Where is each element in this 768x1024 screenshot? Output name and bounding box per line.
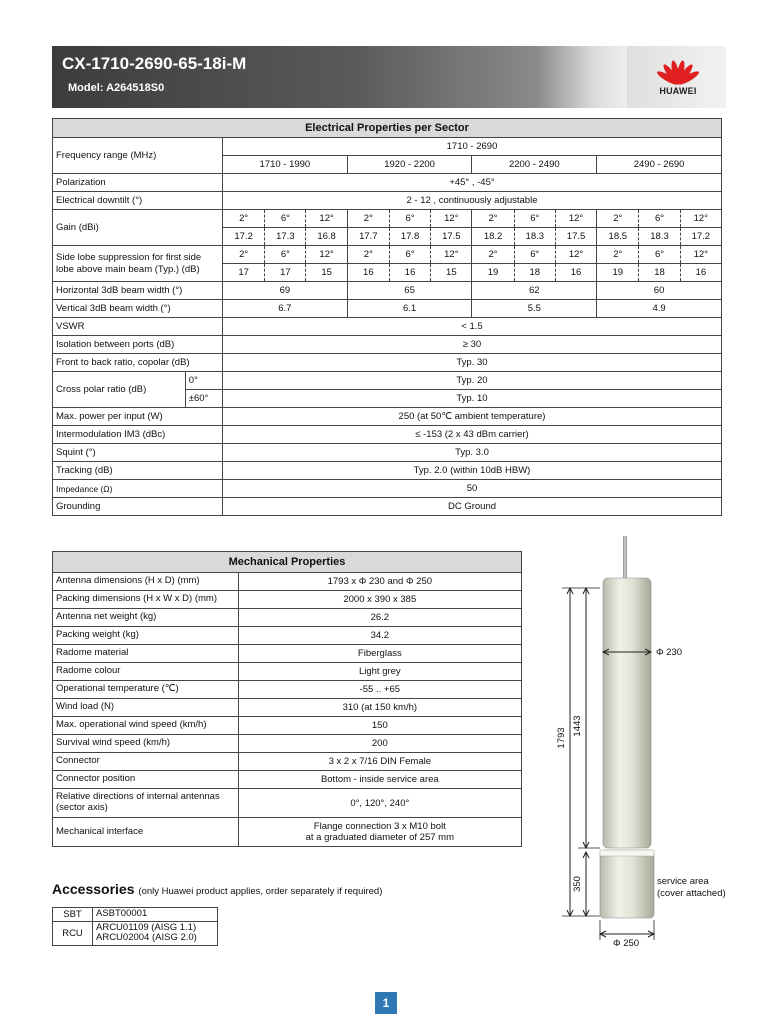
accessories-note: (only Huawei product applies, order separately if required): [138, 886, 383, 897]
mech-value: 2000 x 390 x 385: [238, 591, 521, 609]
hbw-cell: 62: [472, 282, 597, 300]
polarization-value: +45° , -45°: [223, 174, 722, 192]
directions-label-line2: (sector axis): [56, 802, 108, 813]
grounding-label: Grounding: [53, 498, 223, 516]
gain-cell: 18.3: [514, 228, 555, 246]
squint-label: Squint (°): [53, 444, 223, 462]
tilt-cell: 12°: [680, 210, 721, 228]
band-cell: 1920 - 2200: [347, 156, 472, 174]
sidelobe-cell: 18: [639, 264, 680, 282]
hbw-label: Horizontal 3dB beam width (°): [53, 282, 223, 300]
downtilt-label: Electrical downtilt (°): [53, 192, 223, 210]
tilt-cell: 12°: [431, 210, 472, 228]
tilt-cell: 12°: [306, 210, 347, 228]
header-divider: [567, 46, 627, 108]
tilt-cell: 6°: [639, 246, 680, 264]
gain-cell: 18.2: [472, 228, 514, 246]
radome: [603, 578, 651, 848]
gain-cell: 17.5: [555, 228, 596, 246]
brand-name: HUAWEI: [659, 86, 697, 96]
band-cell: 2200 - 2490: [472, 156, 597, 174]
accessory-key: SBT: [53, 908, 93, 922]
antenna-drawing-svg: [540, 532, 750, 962]
band-cell: 1710 - 1990: [223, 156, 348, 174]
tilt-cell: 2°: [597, 210, 639, 228]
sidelobe-cell: 19: [472, 264, 514, 282]
table-row: [53, 573, 522, 591]
vswr-value: < 1.5: [223, 318, 722, 336]
sidelobe-cell: 16: [389, 264, 430, 282]
sidelobe-label-line1: Side lobe suppression for first side: [56, 251, 202, 263]
mech-label: Operational temperature (℃): [53, 681, 239, 699]
polarization-label: Polarization: [53, 174, 223, 192]
service-area: [600, 850, 654, 918]
lightning-rod: [623, 536, 627, 584]
directions-label: [53, 789, 239, 818]
sidelobe-cell: 15: [306, 264, 347, 282]
dia-top-label: Φ 230: [656, 647, 683, 658]
accessory-value: [93, 922, 218, 946]
gain-label: Gain (dBi): [53, 210, 223, 246]
mech-value: 310 (at 150 km/h): [238, 699, 521, 717]
tilt-cell: 12°: [555, 210, 596, 228]
vswr-label: VSWR: [53, 318, 223, 336]
tilt-cell: 2°: [472, 246, 514, 264]
tilt-cell: 2°: [223, 210, 265, 228]
sidelobe-cell: 16: [555, 264, 596, 282]
rcu-line1: ARCU01109 (AISG 1.1): [96, 922, 197, 933]
interface-value-line1: Flange connection 3 x M10 bolt: [313, 820, 446, 832]
tilt-cell: 12°: [555, 246, 596, 264]
electrical-caption: Electrical Properties per Sector: [53, 119, 722, 138]
mech-label: Antenna dimensions (H x D) (mm): [53, 573, 239, 591]
sidelobe-label: [53, 246, 223, 282]
accessories-heading: [52, 881, 382, 897]
tilt-cell: 6°: [514, 210, 555, 228]
table-row: [53, 681, 522, 699]
frequency-label: Frequency range (MHz): [53, 138, 223, 174]
mech-value: 200: [238, 735, 521, 753]
dim-total-label: 1793: [556, 727, 567, 749]
cross-polar-0-label: 0°: [185, 372, 222, 390]
mech-value: 34.2: [238, 627, 521, 645]
tilt-cell: 6°: [639, 210, 680, 228]
mech-label: Antenna net weight (kg): [53, 609, 239, 627]
tilt-cell: 6°: [514, 246, 555, 264]
tracking-value: Typ. 2.0 (within 10dB HBW): [223, 462, 722, 480]
mech-label: Connector position: [53, 771, 239, 789]
mech-value: Bottom - inside service area: [238, 771, 521, 789]
table-row: [53, 645, 522, 663]
tracking-label: Tracking (dB): [53, 462, 223, 480]
im3-value: ≤ -153 (2 x 43 dBm carrier): [223, 426, 722, 444]
page-number-badge: 1: [375, 992, 397, 1014]
mech-label: Wind load (N): [53, 699, 239, 717]
im3-label: Intermodulation IM3 (dBc): [53, 426, 223, 444]
table-row: [53, 753, 522, 771]
mech-value: 1793 x Φ 230 and Φ 250: [238, 573, 521, 591]
service-area-label-2: (cover attached): [657, 888, 726, 899]
sidelobe-cell: 18: [514, 264, 555, 282]
rcu-line2: ARCU02004 (AISG 2.0): [96, 932, 197, 944]
cross-polar-label: Cross polar ratio (dB): [53, 372, 186, 408]
dim-service-label: 350: [572, 876, 583, 892]
tilt-cell: 2°: [597, 246, 639, 264]
table-row: [53, 717, 522, 735]
mech-label: Max. operational wind speed (km/h): [53, 717, 239, 735]
impedance-label: Impedance (Ω): [53, 480, 223, 498]
sidelobe-tilt-row: [53, 246, 722, 264]
squint-value: Typ. 3.0: [223, 444, 722, 462]
vbw-label: Vertical 3dB beam width (°): [53, 300, 223, 318]
sidelobe-cell: 17: [265, 264, 306, 282]
sidelobe-cell: 15: [431, 264, 472, 282]
mech-label: Packing dimensions (H x W x D) (mm): [53, 591, 239, 609]
dia-bottom-label: Φ 250: [613, 938, 640, 949]
huawei-logo: [648, 54, 708, 100]
gain-cell: 17.5: [431, 228, 472, 246]
accessory-value: ASBT00001: [93, 908, 218, 922]
tilt-cell: 12°: [431, 246, 472, 264]
sidelobe-cell: 16: [680, 264, 721, 282]
cross-polar-60-label: ±60°: [185, 390, 222, 408]
tilt-cell: 2°: [472, 210, 514, 228]
front-to-back-label: Front to back ratio, copolar (dB): [53, 354, 223, 372]
cross-polar-60-value: Typ. 10: [223, 390, 722, 408]
hbw-cell: 69: [223, 282, 348, 300]
tilt-cell: 6°: [265, 210, 306, 228]
tilt-cell: 2°: [347, 246, 389, 264]
interface-value-line2: at a graduated diameter of 257 mm: [305, 832, 455, 843]
vbw-cell: 6.7: [223, 300, 348, 318]
sidelobe-cell: 16: [347, 264, 389, 282]
table-row: [53, 591, 522, 609]
vbw-cell: 6.1: [347, 300, 472, 318]
tilt-cell: 6°: [265, 246, 306, 264]
hbw-row: [53, 282, 722, 300]
mech-value: Light grey: [238, 663, 521, 681]
table-row: [53, 818, 522, 847]
table-row: [53, 663, 522, 681]
downtilt-value: 2 - 12 , continuously adjustable: [223, 192, 722, 210]
tilt-cell: 6°: [389, 246, 430, 264]
accessories-table: [52, 907, 218, 946]
huawei-petals-icon: [648, 54, 708, 86]
table-row: [53, 699, 522, 717]
table-row: [53, 609, 522, 627]
sidelobe-cell: 19: [597, 264, 639, 282]
cross-polar-0-value: Typ. 20: [223, 372, 722, 390]
gain-cell: 18.5: [597, 228, 639, 246]
sidelobe-cell: 17: [223, 264, 265, 282]
grounding-value: DC Ground: [223, 498, 722, 516]
table-row: [53, 771, 522, 789]
table-row: [53, 735, 522, 753]
band-cell: 2490 - 2690: [597, 156, 722, 174]
tilt-cell: 2°: [223, 246, 265, 264]
vbw-row: [53, 300, 722, 318]
isolation-label: Isolation between ports (dB): [53, 336, 223, 354]
interface-value: [238, 818, 521, 847]
directions-value: 0°, 120°, 240°: [238, 789, 521, 818]
model-number: Model: A264518S0: [68, 82, 165, 94]
mech-value: 3 x 2 x 7/16 DIN Female: [238, 753, 521, 771]
front-to-back-value: Typ. 30: [223, 354, 722, 372]
mech-label: Survival wind speed (km/h): [53, 735, 239, 753]
mech-value: -55 .. +65: [238, 681, 521, 699]
product-title: CX-1710-2690-65-18i-M: [62, 54, 247, 73]
accessory-key: RCU: [53, 922, 93, 946]
dim-radome-label: 1443: [572, 715, 583, 737]
tilt-cell: 12°: [680, 246, 721, 264]
mech-label: Packing weight (kg): [53, 627, 239, 645]
table-row: [53, 789, 522, 818]
table-row: [53, 627, 522, 645]
interface-label: Mechanical interface: [53, 818, 239, 847]
mechanical-caption: Mechanical Properties: [53, 552, 522, 573]
tilt-cell: 12°: [306, 246, 347, 264]
gain-cell: 17.8: [389, 228, 430, 246]
accessories-title: Accessories: [52, 881, 135, 897]
mech-label: Connector: [53, 753, 239, 771]
service-area-label: service area: [657, 876, 709, 887]
gain-cell: 17.7: [347, 228, 389, 246]
isolation-value: ≥ 30: [223, 336, 722, 354]
frequency-total: 1710 - 2690: [223, 138, 722, 156]
mech-value: 150: [238, 717, 521, 735]
gain-tilt-row: [53, 210, 722, 228]
max-power-value: 250 (at 50℃ ambient temperature): [223, 408, 722, 426]
table-row: [53, 922, 218, 946]
gain-cell: 16.8: [306, 228, 347, 246]
mech-label: Radome colour: [53, 663, 239, 681]
gain-cell: 17.2: [223, 228, 265, 246]
mech-value: Fiberglass: [238, 645, 521, 663]
mech-label: Radome material: [53, 645, 239, 663]
hbw-cell: 60: [597, 282, 722, 300]
mech-value: 26.2: [238, 609, 521, 627]
impedance-value: 50: [223, 480, 722, 498]
cap-band: [600, 850, 654, 856]
electrical-properties-table: [52, 118, 722, 516]
table-row: [53, 908, 218, 922]
hbw-cell: 65: [347, 282, 472, 300]
tilt-cell: 6°: [389, 210, 430, 228]
gain-cell: 18.3: [639, 228, 680, 246]
vbw-cell: 5.5: [472, 300, 597, 318]
directions-label-line1: Relative directions of internal antennas: [56, 791, 220, 803]
sidelobe-label-line2: lobe above main beam (Typ.) (dB): [56, 263, 200, 275]
mechanical-properties-table: [52, 551, 522, 847]
vbw-cell: 4.9: [597, 300, 722, 318]
max-power-label: Max. power per input (W): [53, 408, 223, 426]
document-header: [52, 46, 726, 108]
gain-cell: 17.3: [265, 228, 306, 246]
antenna-drawing: [540, 532, 750, 962]
gain-cell: 17.2: [680, 228, 721, 246]
tilt-cell: 2°: [347, 210, 389, 228]
